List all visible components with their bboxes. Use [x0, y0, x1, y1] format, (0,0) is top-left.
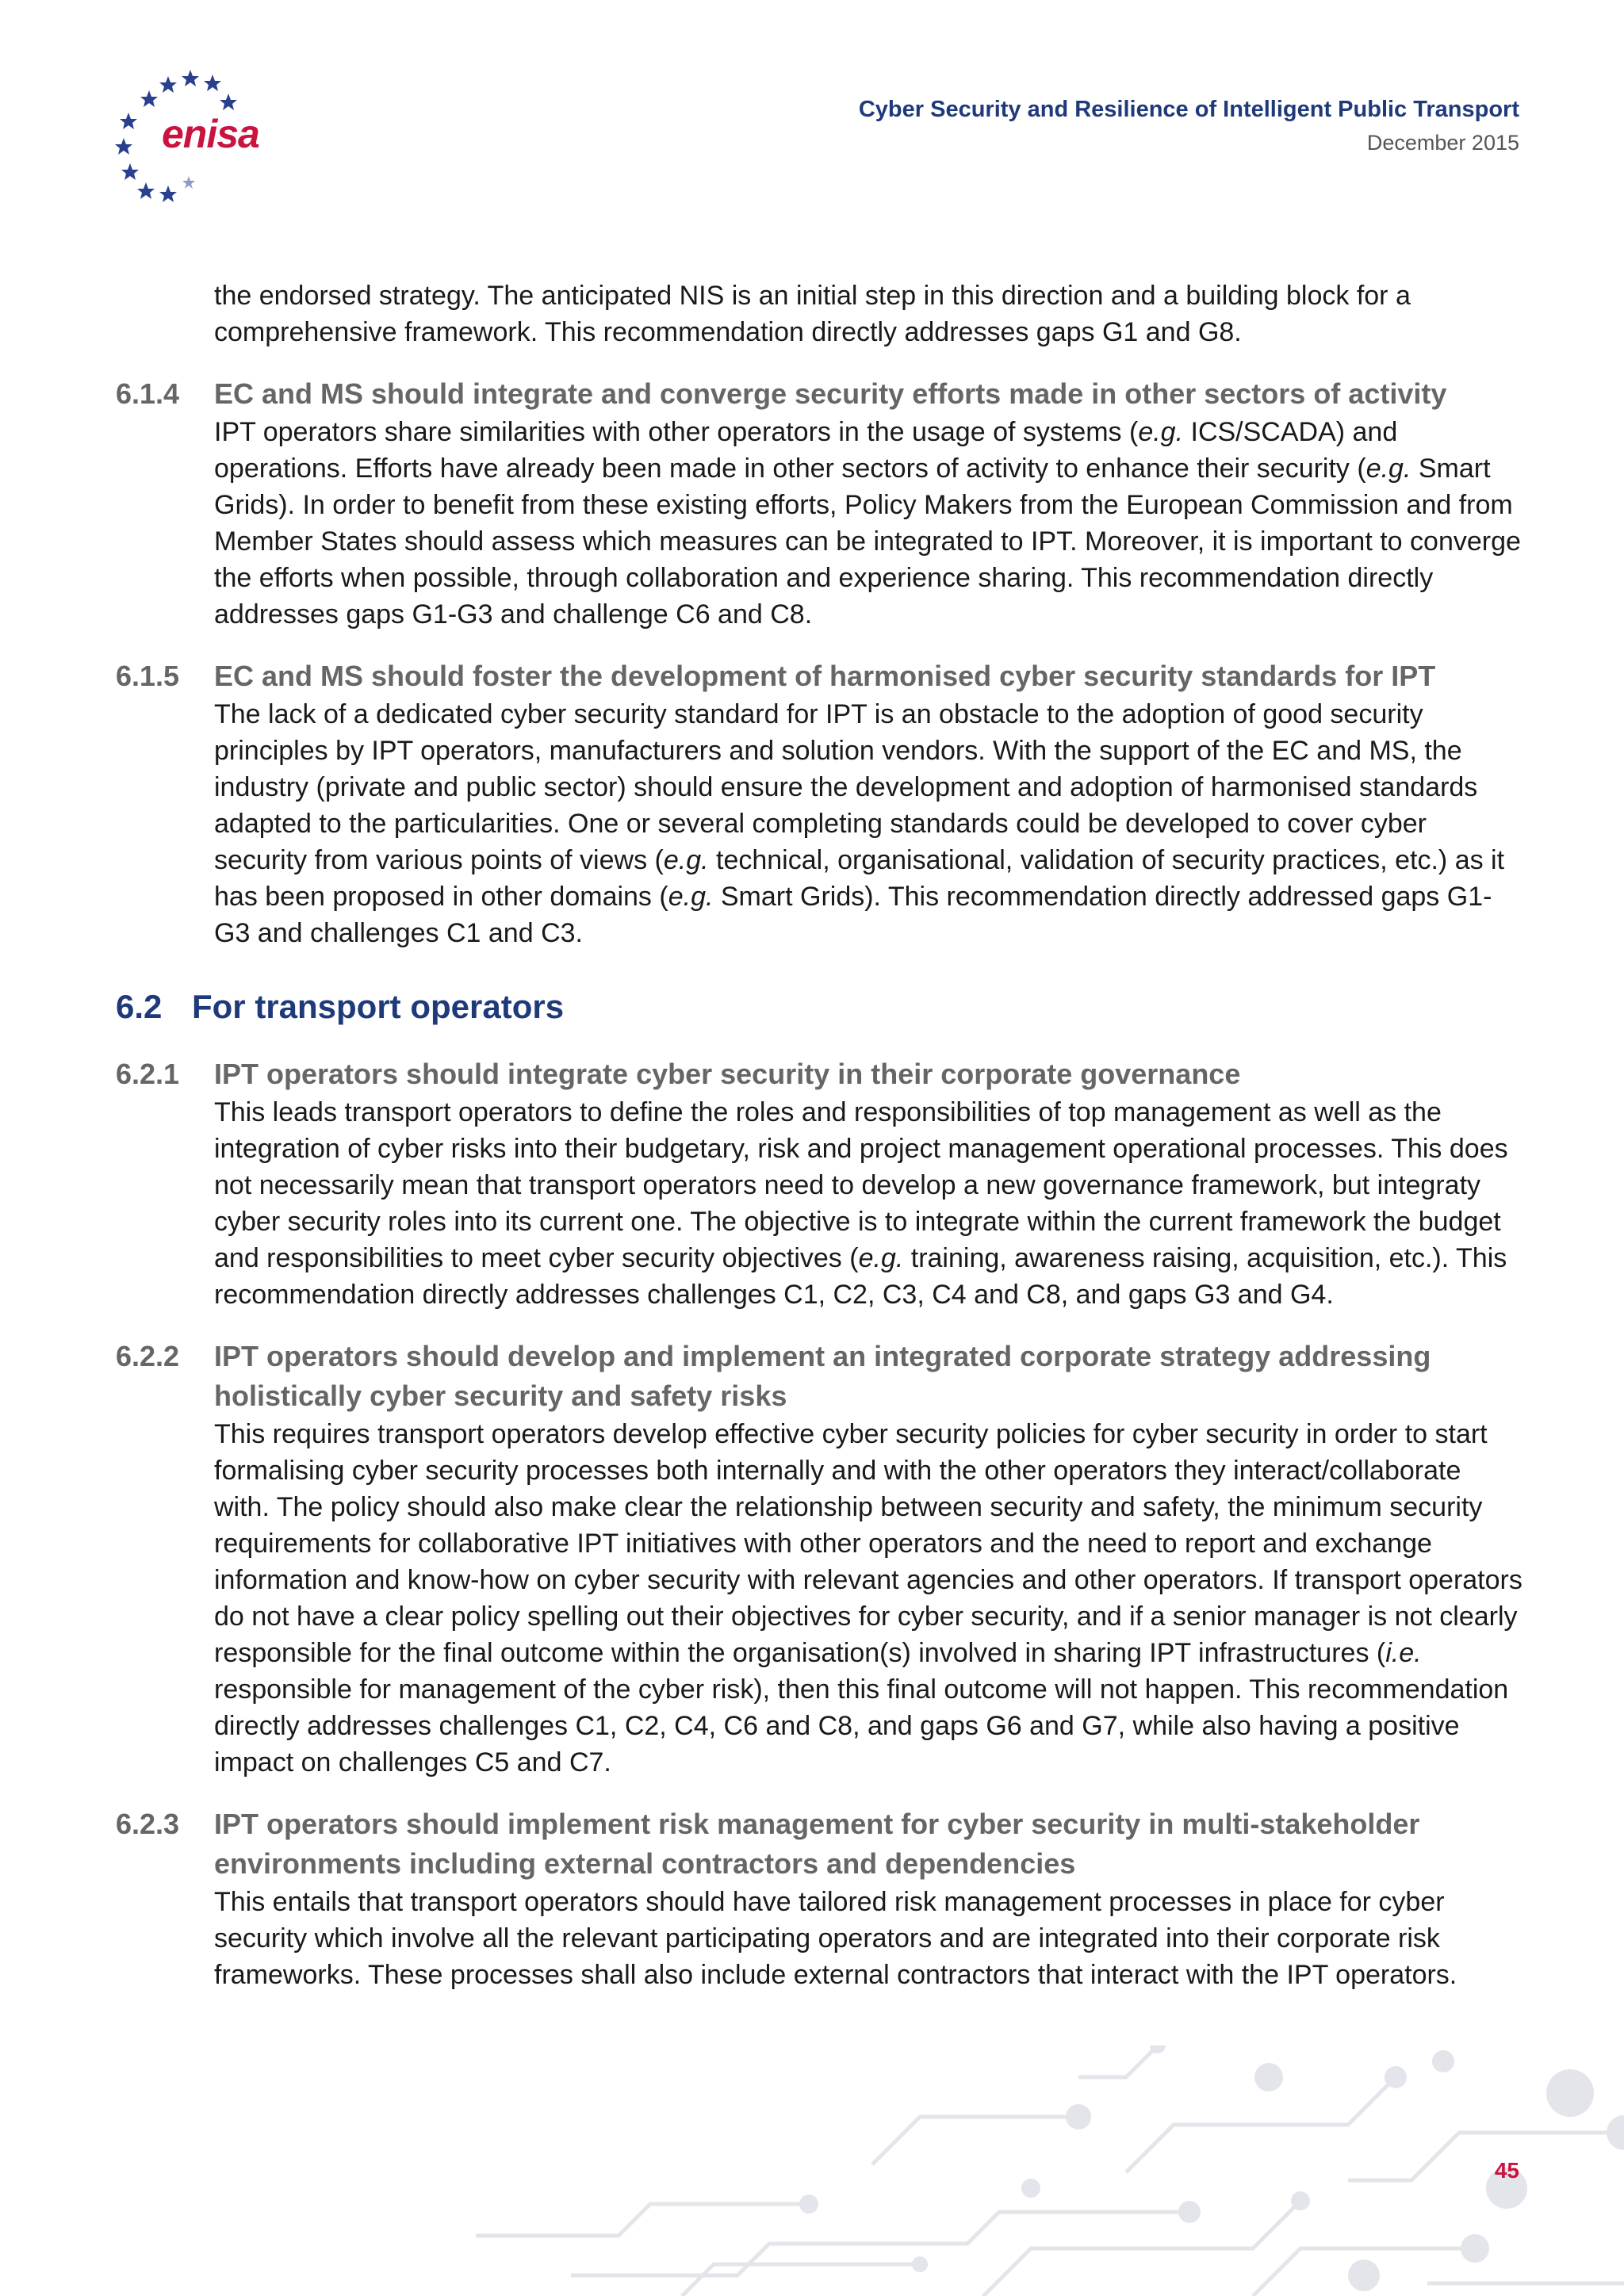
section-body — [214, 1884, 1522, 1993]
section-heading — [116, 1337, 1522, 1416]
section-title: EC and MS should foster the development of harmonised cyber security standards for IPT — [214, 660, 1436, 692]
intro-paragraph: the endorsed strategy. The anticipated NIS is an initial step in this direction and a building block for a comprehensive framework. This recommendation directly addresses gaps G1 and G8. — [214, 281, 1411, 347]
section-6-1-4 — [116, 374, 1522, 633]
italic-text: e.g. — [663, 845, 709, 875]
logo-text: enisa — [162, 112, 259, 156]
italic-text: e.g. — [668, 882, 714, 912]
sections-6-2 — [116, 1054, 1522, 1993]
section-6-2-2 — [116, 1337, 1522, 1781]
body-text: The lack of a dedicated cyber security standard for IPT is an obstacle to the adoption of good security principles by IPT operators, manufacturers and solution vendors. With the support of the EC and MS, the industry (private and public sector) should ensure the development and adoption of harmonised standards adapted to the particularities. One or several completing standards could be developed to cover cyber security from various points of views ( — [214, 699, 1478, 875]
section-6-2-3 — [116, 1804, 1522, 1993]
section-heading — [116, 656, 1522, 696]
heading-6-2 — [116, 983, 1522, 1031]
section-number: 6.2.1 — [116, 1058, 180, 1090]
body-text: This requires transport operators develop effective cyber security policies for cyber security in order to start formalising cyber security processes both internally and with the other operators they interact/collaborate with. The policy should also make clear the relationship between security and safety, the minimum security requirements for collaborative IPT initiatives with other operators and the need to report and exchange information and know-how on cyber security with relevant agencies and other operators. If transport operators do not have a clear policy spelling out their objectives for cyber security, and if a senior manager is not clearly responsible for the final outcome within the organisation(s) involved in sharing IPT infrastructures ( — [214, 1419, 1522, 1668]
body-text: responsible for management of the cyber risk), then this final outcome will not happen. This recommendation directly addresses challenges C1, C2, C4, C6 and C8, and gaps G6 and G7, while also having a positive impact on challenges C5 and C7. — [214, 1674, 1509, 1777]
body-text: technical, organisational, validation of security practices, etc.) as it has been proposed in other domains ( — [214, 845, 1505, 912]
sections-6-1 — [116, 374, 1522, 951]
section-body — [214, 696, 1522, 951]
section-title: EC and MS should integrate and converge security efforts made in other sectors of activity — [214, 377, 1447, 410]
section-number: 6.2.3 — [116, 1808, 180, 1840]
page-header — [859, 97, 1519, 155]
enisa-logo — [111, 67, 270, 206]
body-text: IPT operators share similarities with other operators in the usage of systems ( — [214, 417, 1139, 447]
section-6-2-1 — [116, 1054, 1522, 1313]
document-date: December 2015 — [1366, 131, 1519, 155]
section-title: IPT operators should develop and implement an integrated corporate strategy addressing holistically cyber security and safety risks — [214, 1340, 1431, 1412]
body-text: Smart Grids). In order to benefit from these existing efforts, Policy Makers from the European Commission and from Member States should assess which measures can be integrated to IPT. Moreover, it is important to converge the efforts when possible, through collaboration and experience sharing. This recommendation directly addresses gaps G1-G3 and challenge C6 and C8. — [214, 453, 1521, 629]
italic-text: i.e. — [1385, 1638, 1422, 1668]
italic-text: e.g. — [858, 1243, 904, 1273]
italic-text: e.g. — [1365, 453, 1411, 484]
italic-text: e.g. — [1138, 417, 1184, 447]
heading-title: For transport operators — [192, 988, 565, 1025]
section-heading — [116, 374, 1522, 414]
section-number: 6.2.2 — [116, 1340, 180, 1372]
body-text: This leads transport operators to define the roles and responsibilities of top management as well as the integration of cyber risks into their budgetary, risk and project management operational processes. This does not necessarily mean that transport operators need to develop a new governance framework, but integraty cyber security roles into its current one. The objective is to integrate within the current framework the budget and responsibilities to meet cyber security objectives ( — [214, 1097, 1508, 1273]
section-body — [214, 414, 1522, 633]
page-content — [116, 277, 1522, 1993]
section-number: 6.1.5 — [116, 660, 180, 692]
section-6-1-5 — [116, 656, 1522, 951]
body-text: training, awareness raising, acquisition, etc.). This recommendation directly addresses challenges C1, C2, C3, C4 and C8, and gaps G3 and G4. — [214, 1243, 1507, 1310]
section-body — [214, 1094, 1522, 1313]
section-heading — [116, 1054, 1522, 1094]
page-number: 45 — [1494, 2158, 1519, 2183]
section-body — [214, 1416, 1522, 1781]
document-title: Cyber Security and Resilience of Intelligent Public Transport — [858, 97, 1519, 122]
section-number: 6.1.4 — [116, 377, 180, 410]
body-text: ICS/SCADA) and operations. Efforts have already been made in other sectors of activity to enhance their security ( — [214, 417, 1398, 484]
circuit-decoration — [476, 2045, 1624, 2296]
body-text: Smart Grids). This recommendation directly addressed gaps G1-G3 and challenges C1 and C3. — [214, 882, 1492, 948]
body-text: This entails that transport operators should have tailored risk management processes in place for cyber security which involve all the relevant participating operators and are integrated into their corporate risk frameworks. These processes shall also include external contractors that interact with the IPT operators. — [214, 1887, 1457, 1990]
section-heading — [116, 1804, 1522, 1884]
heading-number: 6.2 — [116, 988, 163, 1025]
section-title: IPT operators should implement risk management for cyber security in multi-stakeholder environments including external contractors and dependencies — [214, 1808, 1420, 1880]
section-title: IPT operators should integrate cyber security in their corporate governance — [214, 1058, 1241, 1090]
